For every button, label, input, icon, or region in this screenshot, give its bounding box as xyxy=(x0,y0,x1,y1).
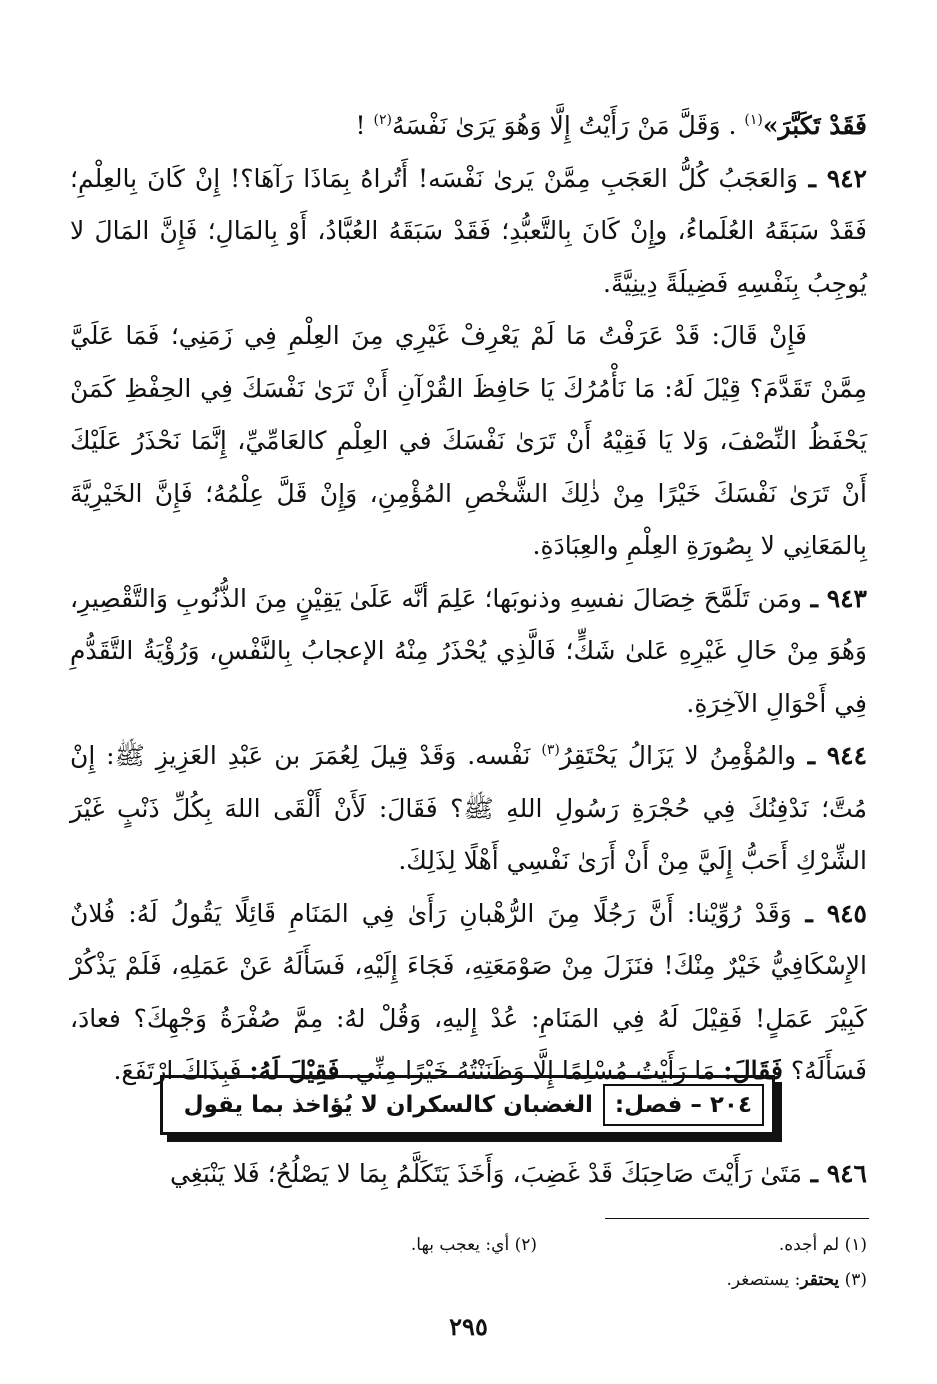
paragraph xyxy=(70,888,867,1098)
text-segment: ٩٤٢ ـ xyxy=(797,163,867,193)
footnote-3 xyxy=(537,1263,867,1298)
footnote-1: (١) لم أجده. xyxy=(778,1235,867,1255)
text-segment: ٩٤٥ ـ xyxy=(791,898,867,928)
text-segment: فَبِذَاكَ ارْتَفَعَ. xyxy=(113,1056,250,1085)
paragraph xyxy=(70,573,867,731)
text-segment: وَالعَجَبُ كُلُّ العَجَبِ مِمَّنْ يَرىٰ نَفْسَه! أَتُراهُ بِمَاذَا رَآهَا؟! إِنْ كَانَ بِالعِلْمِ؛ فَقَدْ سَبَقَهُ العُلَماءُ، وإِنْ كَانَ بِالتَّعبُّدِ؛ فَقَدْ سَبَقَهُ العُبَّادُ، أَوْ بِالمَالِ؛ فَإِنَّ المَالَ لا يُوجِبُ بِنَفْسِهِ فَضِيلَةً دِينِيَّةً. xyxy=(70,163,867,298)
text-segment: فَإِنْ قَالَ: قَدْ عَرَفْتُ مَا لَمْ يَعْرِفْ غَيْرِي مِنَ العِلْمِ فِي زَمَنِي؛ فَمَا عَلَيَّ مِمَّنْ تَقَدَّمَ؟ قِيْلَ لَهُ: مَا نَأْمُرُكَ يَا حَافِظَ القُرْآنِ أَنْ تَرَىٰ نَفْسَكَ فِي الحِفْظِ كَمَنْ يَحْفَظُ النِّصْفَ، وَلا يَا فَقِيْهُ أَنْ تَرَىٰ نَفْسَكَ في العِلْمِ كالعَامِّيِّ، إِنَّمَا نَحْذَرُ عَلَيْكَ أَنْ تَرَىٰ نَفْسَكَ خَيْرًا مِنْ ذٰلِكَ الشَّخْصِ المُؤْمِنِ، وَإِنْ قَلَّ عِلْمُهُ؛ فَإِنَّ الخَيْرِيَّةَ بِالمَعَانِي لا بِصُورَةِ العِلْمِ والعِبَادَةِ. xyxy=(70,321,867,560)
paragraph-text: مَتَىٰ رَأَيْتَ صَاحِبَكَ قَدْ غَضِبَ، وَأَخَذَ يَتَكَلَّمُ بِمَا لا يَصْلُحُ؛ فَلا يَنْبَغِي xyxy=(169,1159,802,1188)
text-segment: فَقَالَ: xyxy=(723,1056,783,1085)
paragraph-946 xyxy=(70,1148,867,1200)
footnote-divider xyxy=(605,1218,869,1219)
text-segment: وَقَدْ رُوِّيْنا: أَنَّ رَجُلًا مِنَ الرُّهْبانِ رَأَىٰ فِي المَنَامِ قَائِلًا يَقُولُ لَهُ: فُلانٌ الإِسْكَافِيُّ خَيْرٌ مِنْكَ! فنَزَلَ مِنْ صَوْمَعَتِهِ، فَجَاءَ إِلَيْهِ، فَسَأَلَهُ عَنْ عَمَلِهِ، فَلَمْ يَذْكُرْ كَبِيْرَ عَمَلٍ! فَقِيْلَ لَهُ فِي المَنَامِ: عُدْ إِليهِ، وَقُلْ لهُ: مِمَّ صُفْرَةُ وَجْهِكَ؟ فعادَ، فَسَأَلَهُ؟ xyxy=(70,898,867,1085)
text-segment: . وَقَلَّ مَنْ رَأَيْتُ إِلَّا وَهُوَ يَرَىٰ نَفْسَهُ xyxy=(391,111,745,140)
paragraph xyxy=(70,153,867,311)
main-text xyxy=(70,100,867,1098)
text-segment: ٩٤٤ ـ xyxy=(796,741,868,770)
footnote-marker: (٢) xyxy=(373,112,392,128)
text-segment: والمُؤْمِنُ لا يَزَالُ يَحْتَقِرُ xyxy=(559,741,797,770)
footnote-3-term: يحتقر xyxy=(800,1270,840,1290)
footnote-2: (٢) أي: يعجب بها. xyxy=(410,1235,537,1255)
footnote-marker: (١) xyxy=(744,112,763,128)
paragraph-number: ٩٤٦ ـ xyxy=(801,1159,867,1188)
paragraph xyxy=(70,100,867,153)
text-segment: ومَن تَلَمَّحَ خِصَالَ نفسِهِ وذنوبَها؛ عَلِمَ أنَّه عَلَىٰ يَقِيْنٍ مِنَ الذُّنُوبِ وَالتَّقْصِيرِ، وَهُوَ مِنْ حَالِ غَيْرِهِ عَلىٰ شَكٍّ؛ فَالَّذِي يُحْذَرُ مِنْهُ الإعجابُ بِالنَّفْسِ، وَرُؤْيَةُ التَّقَدُّمِ فِي أَحْوَالِ الآخِرَةِ. xyxy=(70,583,867,718)
footnote-marker: (٣) xyxy=(541,742,560,758)
paragraph xyxy=(70,730,867,888)
chapter-title: الغضبان كالسكران لا يُؤاخذ بما يقول xyxy=(183,1092,593,1118)
text-segment: ٩٤٣ ـ xyxy=(801,583,867,613)
chapter-label: ٢٠٤ – فصل: xyxy=(603,1084,764,1126)
text-segment: نَفْسه. وَقَدْ قِيلَ لِعُمَرَ بن عَبْدِ العَزِيزِ ﷺ: إِنْ مُتَّ؛ نَدْفِنُكَ فِي حُجْرَةِ رَسُولِ اللهِ ﷺ؟ فَقَالَ: لَأَنْ أَلْقَى اللهَ بِكُلِّ ذَنْبٍ غَيْرَ الشِّرْكِ أَحَبُّ إِلَيَّ مِنْ أَنْ أَرَىٰ نَفْسِي أَهْلًا لِذَلِكَ. xyxy=(70,741,867,875)
text-segment: ! xyxy=(355,111,374,140)
footnote-3-label: (٣) xyxy=(839,1270,867,1290)
text-segment: مَا رَأَيْتُ مُسْلِمًا إِلَّا وَظَنَنْتُهُ خَيْرًا مِنِّي. xyxy=(339,1056,724,1085)
paragraph xyxy=(70,310,867,573)
page-number: ٢٩٥ xyxy=(449,1312,488,1341)
footnotes xyxy=(70,1228,867,1298)
text-segment: فَقِيْلَ لَهُ: xyxy=(249,1056,340,1085)
text-segment: فَقَدْ تَكَبَّرَ» xyxy=(762,111,867,140)
chapter-heading-box xyxy=(160,1075,775,1135)
footnote-3-text: : يستصغر. xyxy=(726,1270,801,1290)
